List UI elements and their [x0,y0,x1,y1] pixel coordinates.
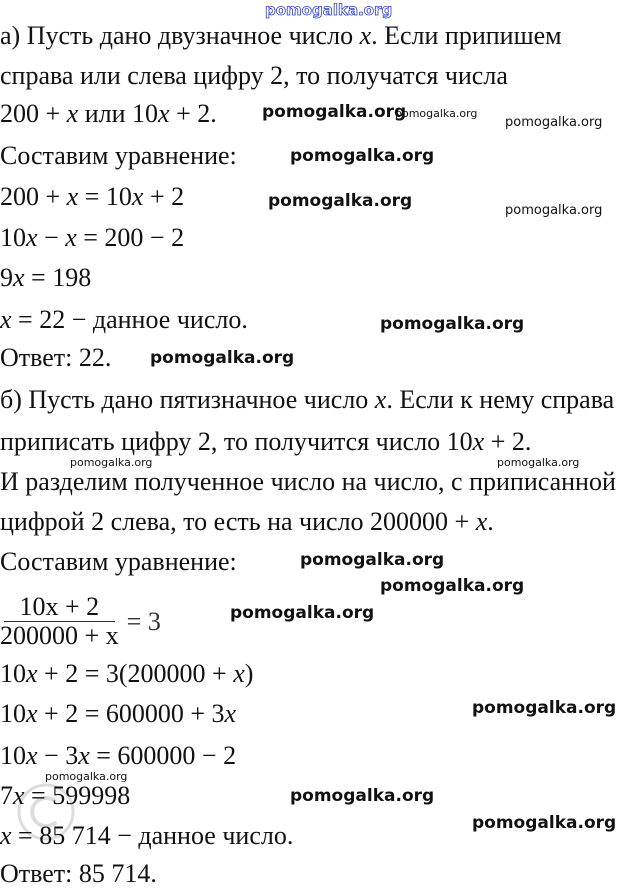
text-segment: = 200 − 2 [76,223,185,252]
math-variable: x [233,659,245,688]
text-segment: цифрой 2 слева, то есть на число 200000 + [0,507,476,536]
watermark: pomogalka.org [472,698,617,718]
watermark: pomogalka.org [497,456,580,469]
text-segment: Ответ: 85 714. [0,859,157,888]
watermark: pomogalka.org [380,576,525,596]
math-variable: x [78,741,90,770]
math-variable: x [359,21,372,50]
text-segment: 200 + [0,182,67,211]
text-segment: Ответ: 22. [0,343,112,372]
fraction-rhs: = 3 [126,606,161,636]
text-segment: 200 + [0,99,67,128]
math-variable: x [0,305,12,334]
text-segment: б) Пусть дано пятизначное число [0,385,375,414]
watermark: pomogalka.org [268,191,413,211]
text-segment: + 2. [169,99,217,128]
watermark: pomogalka.org [300,550,445,570]
math-variable: x [475,507,488,536]
text-line [0,142,237,170]
fraction-denominator: 200000 + x [0,621,119,650]
text-line [0,264,91,292]
text-line [0,428,531,456]
math-variable: x [26,699,38,728]
math-variable: x [66,182,79,211]
text-segment: или 10 [78,99,159,128]
watermark: pomogalka.org [290,146,435,166]
text-line [0,822,293,850]
text-line [0,183,184,211]
text-segment: − 3 [37,741,79,770]
text-segment: = 85 714 − данное число. [11,821,294,850]
watermark: pomogalka.org [395,107,478,120]
text-segment: 10 [0,741,26,770]
text-line [0,306,248,334]
text-segment: = 600000 − 2 [89,741,237,770]
watermark: pomogalka.org [262,102,407,122]
text-segment: + 2 = 3(200000 + [37,659,234,688]
text-line [0,742,236,770]
math-variable: x [131,182,144,211]
text-segment: приписать цифру 2, то получится число 10 [0,427,473,456]
text-segment: справа или слева цифру 2, то получатся числа [0,61,508,90]
text-line [0,548,237,576]
text-segment: = 599998 [24,781,131,810]
text-segment: Составим уравнение: [0,547,237,576]
math-variable: x [13,781,25,810]
text-line [0,468,616,496]
watermark: pomogalka.org [230,603,375,623]
math-variable: x [66,99,79,128]
watermark: pomogalka.org [472,813,617,833]
text-segment: + 2 [143,182,185,211]
fraction-equation [0,593,161,650]
text-segment: а) Пусть дано двузначное число [0,21,360,50]
math-variable: x [26,659,38,688]
fraction-numerator: 10x + 2 [4,593,116,622]
watermark: pomogalka.org [505,203,603,218]
watermark: pomogalka.org [290,786,435,806]
text-segment: = 22 − данное число. [11,305,248,334]
math-variable: x [13,263,25,292]
math-variable: x [26,741,38,770]
math-variable: x [0,821,12,850]
text-line [0,860,157,888]
text-line [0,386,614,414]
text-line [0,782,130,810]
math-variable: x [26,223,38,252]
text-line [0,62,508,90]
text-segment: + 2. [484,427,532,456]
text-segment: Составим уравнение: [0,141,237,170]
watermark: pomogalka.org [380,314,525,334]
math-variable: x [158,99,170,128]
text-segment: − [37,223,66,252]
text-segment: + 2 = 600000 + 3 [37,699,225,728]
text-segment: = 198 [24,263,92,292]
text-line [0,100,217,128]
text-segment: = 10 [78,182,132,211]
text-segment: 10 [0,699,26,728]
watermark: pomogalka.org [70,456,153,469]
text-segment: ) [244,659,254,688]
text-line [0,344,111,372]
watermark: pomogalka.org [265,1,393,19]
text-line [0,700,236,728]
text-segment: 10 [0,659,26,688]
watermark: pomogalka.org [150,348,295,368]
math-variable: x [472,427,485,456]
math-variable: x [374,385,387,414]
text-segment: 9 [0,263,13,292]
text-line [0,22,562,50]
text-segment: . Если припишем [371,21,562,50]
watermark: pomogalka.org [45,770,128,783]
math-variable: x [224,699,237,728]
text-segment: . [487,507,494,536]
text-segment: И разделим полученное число на число, с приписанной [0,467,616,496]
text-line [0,660,253,688]
text-segment: 10 [0,223,26,252]
text-segment: . Если к нему справа [386,385,615,414]
text-segment: 7 [0,781,13,810]
text-line [0,508,494,536]
math-variable: x [65,223,77,252]
text-line [0,224,184,252]
watermark: pomogalka.org [505,115,603,130]
